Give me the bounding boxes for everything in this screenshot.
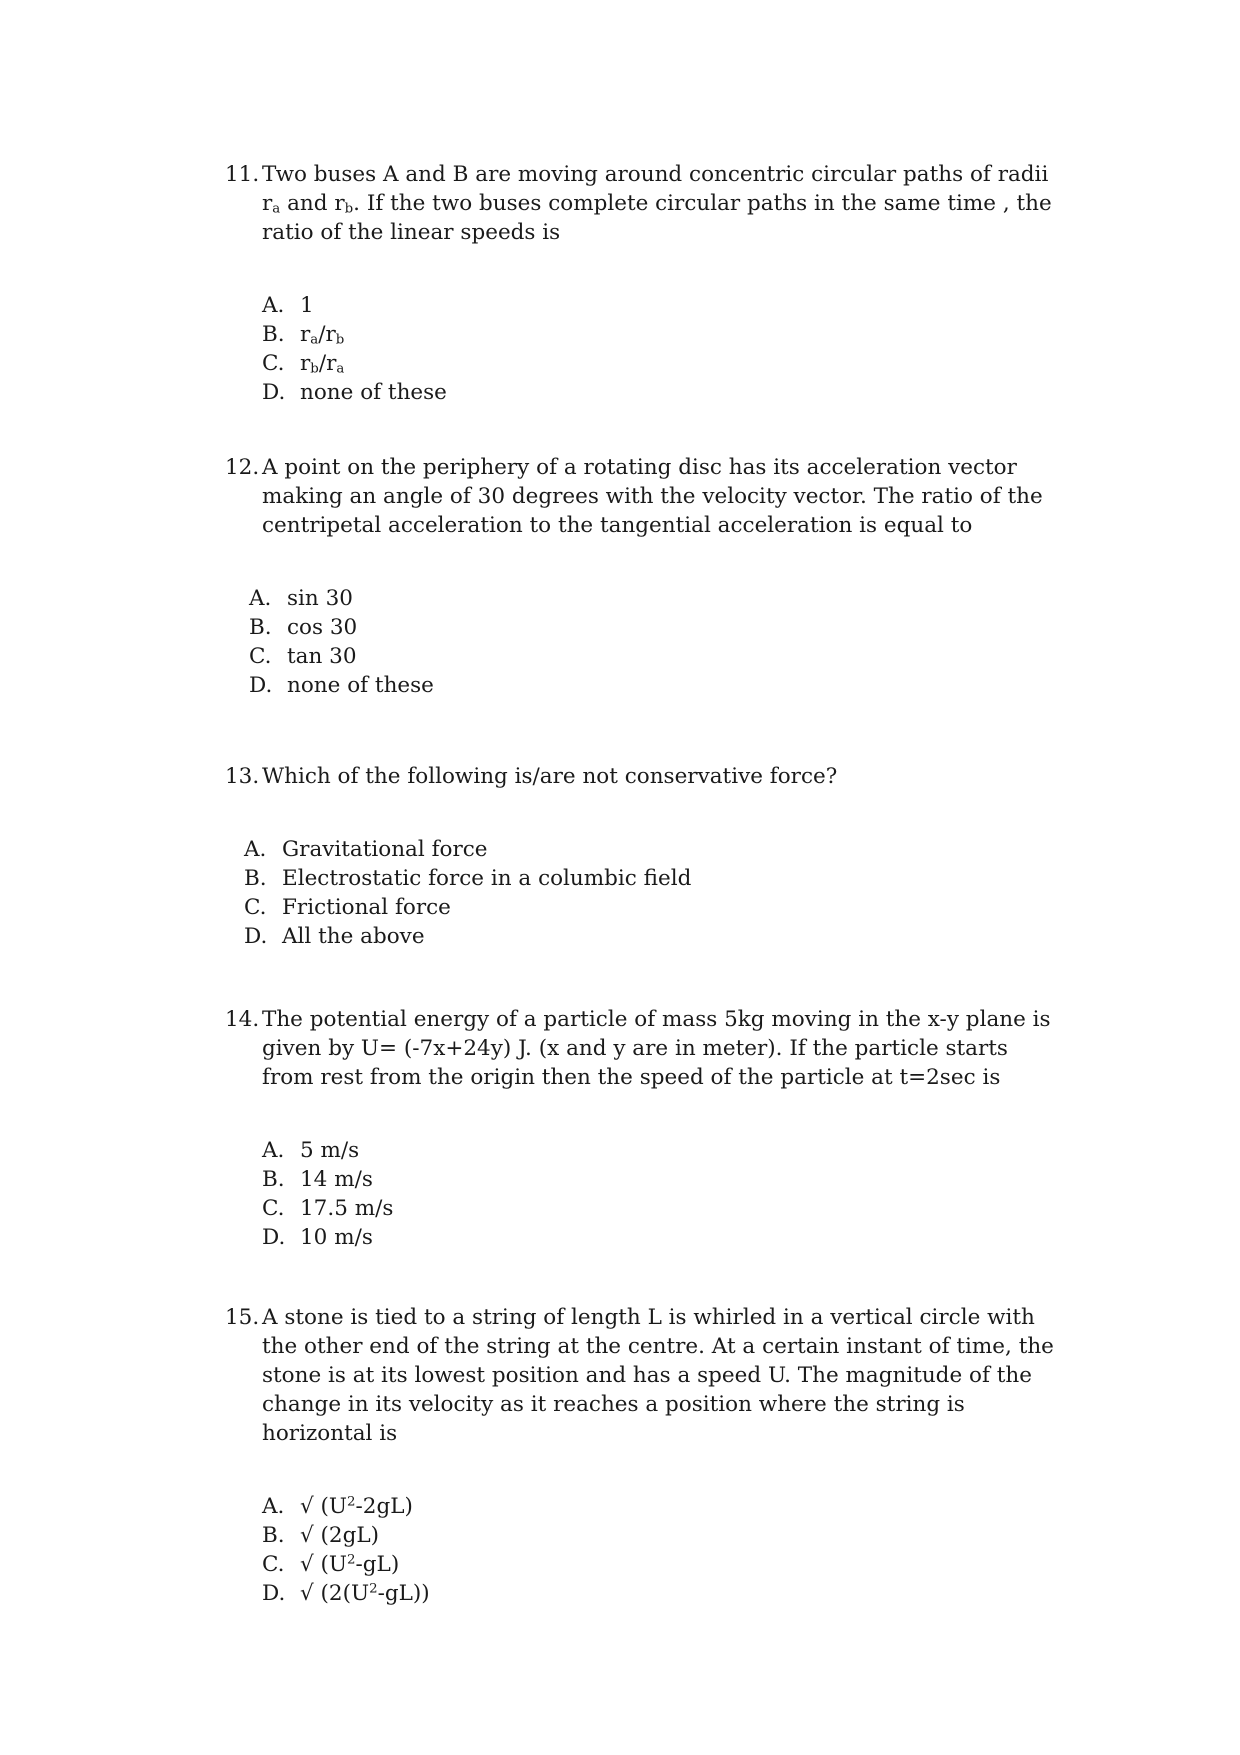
option-d[interactable]: D. 10 m/s — [262, 1225, 373, 1250]
question-stem: 11. Two buses A and B are moving around concentric circular paths of radii $r_a$ and $r_b$. If the two buses complete circular paths in the same time , the ratio of the linear speeds is — [225, 162, 1052, 245]
option-d[interactable]: D. All the above — [244, 924, 425, 949]
question-13 — [225, 762, 1055, 951]
options-list — [244, 835, 1074, 951]
question-number: 11. — [225, 162, 260, 187]
option-d[interactable]: D. none of these — [249, 673, 434, 698]
option-b[interactable]: B. cos 30 — [249, 615, 358, 640]
question-11 — [225, 160, 1055, 407]
question-number: 15. — [225, 1305, 260, 1330]
question-14 — [225, 1005, 1055, 1252]
options-list — [249, 584, 1079, 700]
options-list — [262, 1136, 1092, 1252]
option-a[interactable]: A. Gravitational force — [244, 837, 488, 862]
question-number: 12. — [225, 455, 260, 480]
question-number: 14. — [225, 1007, 260, 1032]
option-b[interactable]: B. 14 m/s — [262, 1167, 373, 1192]
question-number: 13. — [225, 764, 260, 789]
question-12 — [225, 453, 1055, 700]
option-a[interactable]: A. sin 30 — [249, 586, 353, 611]
option-a[interactable]: A. 5 m/s — [262, 1138, 360, 1163]
option-c[interactable]: C. Frictional force — [244, 895, 451, 920]
question-stem: 13. Which of the following is/are not conservative force? — [225, 764, 838, 789]
options-list — [262, 1492, 1092, 1608]
question-15 — [225, 1303, 1055, 1608]
question-stem: 12. A point on the periphery of a rotating disc has its acceleration vector making an angle of 30 degrees with the velocity vector. The ratio of the centripetal acceleration to the tangential acceleration is equal to — [225, 455, 1043, 538]
option-b[interactable]: B. √ (2gL) — [262, 1523, 380, 1548]
option-c[interactable]: C. tan 30 — [249, 644, 357, 669]
option-a[interactable]: A. √ $(U^2-2gL)$ — [262, 1494, 413, 1519]
option-d[interactable]: D. √ $(2(U^2-gL))$ — [262, 1581, 430, 1606]
option-c[interactable]: C. $r_b/r_a$ — [262, 351, 345, 377]
question-stem: 14. The potential energy of a particle of mass 5kg moving in the x-y plane is given by U= (-7x+24y) J. (x and y are in meter). If the particle starts from rest from the origin then the speed of the particle at t=2sec is — [225, 1007, 1051, 1090]
option-b[interactable]: B. $r_a/r_b$ — [262, 322, 345, 348]
option-a[interactable]: A. 1 — [262, 293, 314, 318]
options-list — [262, 291, 1092, 407]
option-c[interactable]: C. 17.5 m/s — [262, 1196, 394, 1221]
option-d[interactable]: D. none of these — [262, 380, 447, 405]
option-b[interactable]: B. Electrostatic force in a columbic field — [244, 866, 692, 891]
question-stem: 15. A stone is tied to a string of length L is whirled in a vertical circle with the other end of the string at the centre. At a certain instant of time, the stone is at its lowest position and has a speed U. The magnitude of the change in its velocity as it reaches a position where the string is horizontal is — [225, 1305, 1054, 1446]
option-c[interactable]: C. √ $(U^2-gL)$ — [262, 1552, 400, 1577]
